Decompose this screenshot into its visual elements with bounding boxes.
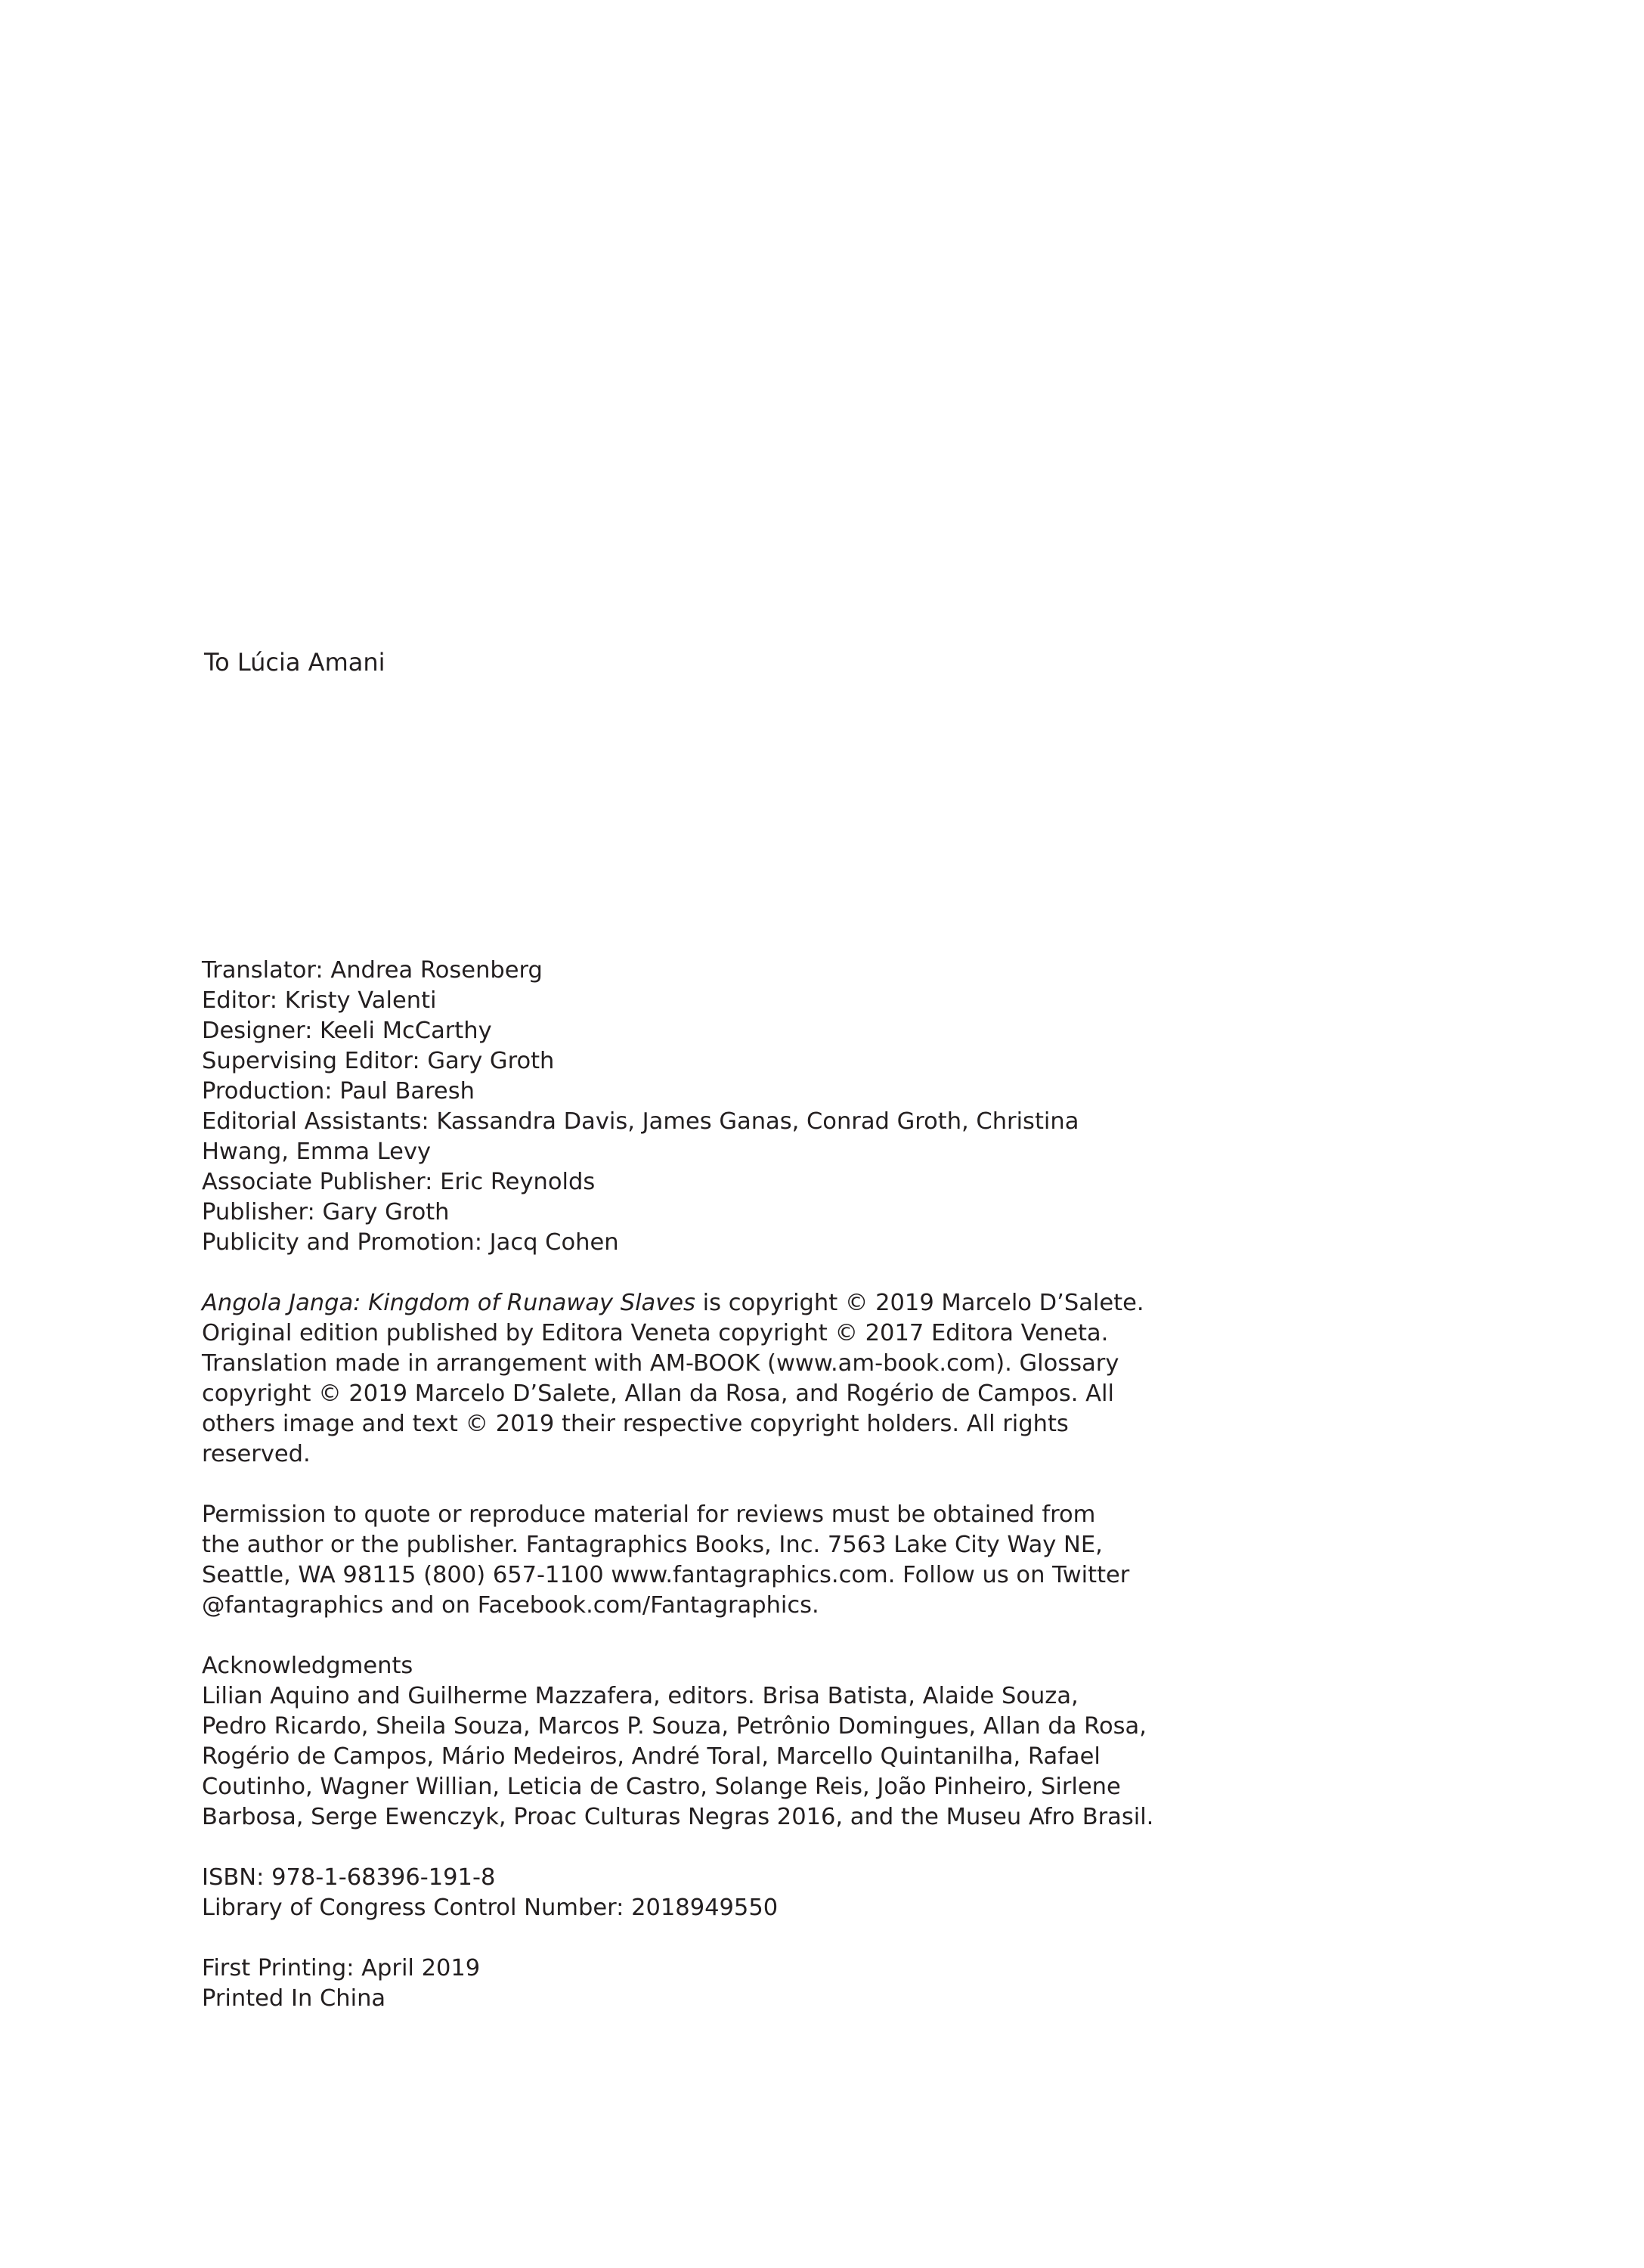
acknowledgments-line: Lilian Aquino and Guilherme Mazzafera, editors. Brisa Batista, Alaide Souza, — [202, 1683, 1079, 1709]
permission-line: the author or the publisher. Fantagraphics Books, Inc. 7563 Lake City Way NE, — [202, 1532, 1103, 1558]
copyright-line: is copyright © 2019 Marcelo D’Salete. — [695, 1290, 1144, 1316]
credit-line: Supervising Editor: Gary Groth — [202, 1048, 555, 1074]
acknowledgments-line: Pedro Ricardo, Sheila Souza, Marcos P. Souza, Petrônio Domingues, Allan da Rosa, — [202, 1713, 1147, 1740]
dedication: To Lúcia Amani — [204, 648, 385, 677]
acknowledgments-line: Coutinho, Wagner Willian, Leticia de Castro, Solange Reis, João Pinheiro, Sirlene — [202, 1774, 1121, 1800]
credit-line: Publicity and Promotion: Jacq Cohen — [202, 1229, 619, 1256]
book-title: Angola Janga: Kingdom of Runaway Slaves — [202, 1290, 695, 1316]
copyright-line: Original edition published by Editora Veneta copyright © 2017 Editora Veneta. — [202, 1320, 1109, 1346]
printing-block — [202, 1954, 1132, 2014]
credit-line: Editorial Assistants: Kassandra Davis, James Ganas, Conrad Groth, Christina — [202, 1108, 1079, 1135]
acknowledgments-block — [202, 1651, 1154, 1833]
credit-line: Translator: Andrea Rosenberg — [202, 957, 543, 984]
credit-line: Associate Publisher: Eric Reynolds — [202, 1169, 596, 1195]
credit-line: Editor: Kristy Valenti — [202, 987, 437, 1014]
printing-line: First Printing: April 2019 — [202, 1955, 481, 1981]
copyright-line: copyright © 2019 Marcelo D’Salete, Allan da Rosa, and Rogério de Campos. All — [202, 1380, 1114, 1407]
copyright-line: reserved. — [202, 1441, 311, 1467]
acknowledgments-line: Rogério de Campos, Mário Medeiros, André Toral, Marcello Quintanilha, Rafael — [202, 1743, 1101, 1770]
isbn-block — [202, 1863, 1132, 1923]
permission-line: Permission to quote or reproduce material for reviews must be obtained from — [202, 1501, 1096, 1528]
permission-line: Seattle, WA 98115 (800) 657-1100 www.fantagraphics.com. Follow us on Twitter — [202, 1562, 1130, 1588]
copyright-line: Translation made in arrangement with AM-BOOK (www.am-book.com). Glossary — [202, 1350, 1119, 1377]
acknowledgments-line: Barbosa, Serge Ewenczyk, Proac Culturas Negras 2016, and the Museu Afro Brasil. — [202, 1804, 1154, 1830]
copyright-block — [202, 1288, 1144, 1470]
printed-in-line: Printed In China — [202, 1985, 386, 2012]
permission-block — [202, 1500, 1132, 1621]
credit-line: Hwang, Emma Levy — [202, 1139, 432, 1165]
credit-line: Designer: Keeli McCarthy — [202, 1018, 492, 1044]
copyright-line: others image and text © 2019 their respective copyright holders. All rights — [202, 1411, 1069, 1437]
lccn-line: Library of Congress Control Number: 2018949550 — [202, 1895, 779, 1921]
colophon — [202, 956, 1154, 2044]
acknowledgments-heading: Acknowledgments — [202, 1653, 413, 1679]
copyright-first-line — [202, 1288, 1144, 1318]
isbn-line: ISBN: 978-1-68396-191-8 — [202, 1864, 496, 1891]
permission-line: @fantagraphics and on Facebook.com/Fantagraphics. — [202, 1592, 819, 1619]
credit-line: Production: Paul Baresh — [202, 1078, 475, 1105]
credits-block — [202, 956, 1132, 1258]
credit-line: Publisher: Gary Groth — [202, 1199, 450, 1225]
